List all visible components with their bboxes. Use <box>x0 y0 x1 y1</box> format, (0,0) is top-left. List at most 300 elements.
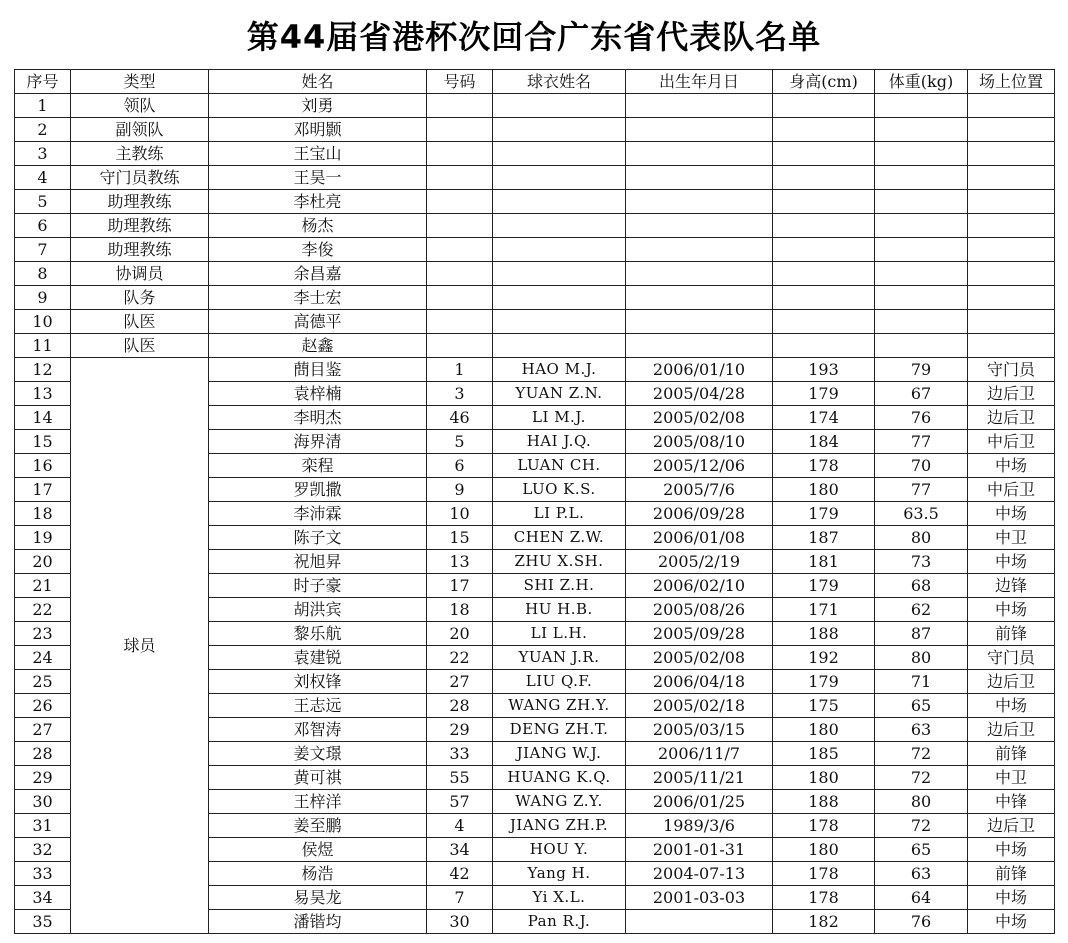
number-cell: 9 <box>427 478 493 502</box>
position-cell: 中场 <box>968 910 1055 934</box>
name-cell: 李明杰 <box>209 406 427 430</box>
birth-date-cell: 2005/11/21 <box>626 766 773 790</box>
name-cell: 邓明颢 <box>209 118 427 142</box>
height-cell: 179 <box>773 670 875 694</box>
empty-cell <box>875 142 968 166</box>
empty-cell <box>626 166 773 190</box>
weight-cell: 73 <box>875 550 968 574</box>
empty-cell <box>968 262 1055 286</box>
birth-date-cell: 2005/02/08 <box>626 406 773 430</box>
empty-cell <box>427 94 493 118</box>
name-cell: 刘勇 <box>209 94 427 118</box>
index-cell: 26 <box>15 694 71 718</box>
height-cell: 180 <box>773 838 875 862</box>
jersey-name-cell: YUAN Z.N. <box>493 382 626 406</box>
empty-cell <box>493 310 626 334</box>
height-cell: 188 <box>773 790 875 814</box>
empty-cell <box>968 118 1055 142</box>
name-cell: 时子豪 <box>209 574 427 598</box>
name-cell: 袁梓楠 <box>209 382 427 406</box>
empty-cell <box>626 334 773 358</box>
number-cell: 34 <box>427 838 493 862</box>
empty-cell <box>493 286 626 310</box>
jersey-name-cell: LUO K.S. <box>493 478 626 502</box>
weight-cell: 80 <box>875 646 968 670</box>
weight-cell: 72 <box>875 814 968 838</box>
index-cell: 18 <box>15 502 71 526</box>
index-cell: 31 <box>15 814 71 838</box>
weight-cell: 63 <box>875 718 968 742</box>
name-cell: 胡洪宾 <box>209 598 427 622</box>
weight-cell: 63.5 <box>875 502 968 526</box>
height-cell: 192 <box>773 646 875 670</box>
weight-cell: 76 <box>875 406 968 430</box>
empty-cell <box>493 166 626 190</box>
height-cell: 174 <box>773 406 875 430</box>
jersey-name-cell: DENG ZH.T. <box>493 718 626 742</box>
empty-cell <box>875 238 968 262</box>
player-row <box>15 358 1055 382</box>
birth-date-cell: 2005/03/15 <box>626 718 773 742</box>
index-cell: 29 <box>15 766 71 790</box>
number-cell: 3 <box>427 382 493 406</box>
position-cell: 边后卫 <box>968 406 1055 430</box>
index-cell: 24 <box>15 646 71 670</box>
jersey-name-cell: HAI J.Q. <box>493 430 626 454</box>
empty-cell <box>773 310 875 334</box>
height-cell: 179 <box>773 574 875 598</box>
empty-cell <box>773 238 875 262</box>
type-cell: 领队 <box>71 94 209 118</box>
height-cell: 178 <box>773 454 875 478</box>
jersey-name-cell: LI L.H. <box>493 622 626 646</box>
jersey-name-cell: LI P.L. <box>493 502 626 526</box>
header-cell-name: 姓名 <box>209 70 427 94</box>
name-cell: 王梓洋 <box>209 790 427 814</box>
position-cell: 边后卫 <box>968 718 1055 742</box>
birth-date-cell: 2005/09/28 <box>626 622 773 646</box>
empty-cell <box>875 334 968 358</box>
number-cell: 33 <box>427 742 493 766</box>
number-cell: 10 <box>427 502 493 526</box>
empty-cell <box>427 190 493 214</box>
position-cell: 中场 <box>968 598 1055 622</box>
jersey-name-cell: JIANG ZH.P. <box>493 814 626 838</box>
number-cell: 27 <box>427 670 493 694</box>
empty-cell <box>968 214 1055 238</box>
index-cell: 1 <box>15 94 71 118</box>
weight-cell: 87 <box>875 622 968 646</box>
document-title: 第44届省港杯次回合广东省代表队名单 <box>246 18 822 56</box>
weight-cell: 65 <box>875 838 968 862</box>
number-cell: 22 <box>427 646 493 670</box>
staff-row <box>15 94 1055 118</box>
type-cell: 队医 <box>71 310 209 334</box>
weight-cell: 64 <box>875 886 968 910</box>
staff-row <box>15 214 1055 238</box>
staff-row <box>15 142 1055 166</box>
height-cell: 181 <box>773 550 875 574</box>
staff-row <box>15 262 1055 286</box>
type-cell: 队医 <box>71 334 209 358</box>
birth-date-cell: 2006/04/18 <box>626 670 773 694</box>
index-cell: 15 <box>15 430 71 454</box>
empty-cell <box>968 190 1055 214</box>
name-cell: 黄可祺 <box>209 766 427 790</box>
position-cell: 边后卫 <box>968 814 1055 838</box>
name-cell: 蔄目鉴 <box>209 358 427 382</box>
birth-date-cell: 2005/02/18 <box>626 694 773 718</box>
staff-row <box>15 238 1055 262</box>
name-cell: 赵鑫 <box>209 334 427 358</box>
position-cell: 中卫 <box>968 526 1055 550</box>
index-cell: 3 <box>15 142 71 166</box>
position-cell: 守门员 <box>968 646 1055 670</box>
roster-table <box>14 69 1055 934</box>
height-cell: 178 <box>773 814 875 838</box>
index-cell: 20 <box>15 550 71 574</box>
empty-cell <box>875 190 968 214</box>
name-cell: 黎乐航 <box>209 622 427 646</box>
jersey-name-cell: LI M.J. <box>493 406 626 430</box>
height-cell: 184 <box>773 430 875 454</box>
position-cell: 中场 <box>968 694 1055 718</box>
empty-cell <box>773 286 875 310</box>
name-cell: 刘权锋 <box>209 670 427 694</box>
jersey-name-cell: CHEN Z.W. <box>493 526 626 550</box>
empty-cell <box>626 262 773 286</box>
jersey-name-cell: HUANG K.Q. <box>493 766 626 790</box>
name-cell: 李杜亮 <box>209 190 427 214</box>
position-cell: 中卫 <box>968 766 1055 790</box>
birth-date-cell: 2005/7/6 <box>626 478 773 502</box>
empty-cell <box>427 286 493 310</box>
birth-date-cell: 1989/3/6 <box>626 814 773 838</box>
type-cell: 队务 <box>71 286 209 310</box>
empty-cell <box>493 142 626 166</box>
weight-cell: 77 <box>875 430 968 454</box>
number-cell: 1 <box>427 358 493 382</box>
number-cell: 13 <box>427 550 493 574</box>
position-cell: 中后卫 <box>968 430 1055 454</box>
name-cell: 侯煜 <box>209 838 427 862</box>
empty-cell <box>773 190 875 214</box>
empty-cell <box>493 238 626 262</box>
index-cell: 14 <box>15 406 71 430</box>
jersey-name-cell: ZHU X.SH. <box>493 550 626 574</box>
header-cell-type: 类型 <box>71 70 209 94</box>
index-cell: 28 <box>15 742 71 766</box>
position-cell: 边后卫 <box>968 670 1055 694</box>
weight-cell: 80 <box>875 526 968 550</box>
name-cell: 余昌嘉 <box>209 262 427 286</box>
index-cell: 32 <box>15 838 71 862</box>
empty-cell <box>427 142 493 166</box>
birth-date-cell: 2006/01/25 <box>626 790 773 814</box>
number-cell: 30 <box>427 910 493 934</box>
empty-cell <box>773 94 875 118</box>
empty-cell <box>493 118 626 142</box>
empty-cell <box>626 286 773 310</box>
number-cell: 4 <box>427 814 493 838</box>
birth-date-cell: 2005/04/28 <box>626 382 773 406</box>
birth-date-cell: 2005/12/06 <box>626 454 773 478</box>
index-cell: 16 <box>15 454 71 478</box>
position-cell: 边锋 <box>968 574 1055 598</box>
header-row <box>15 70 1055 94</box>
header-cell-index: 序号 <box>15 70 71 94</box>
empty-cell <box>427 214 493 238</box>
number-cell: 6 <box>427 454 493 478</box>
name-cell: 王志远 <box>209 694 427 718</box>
jersey-name-cell: WANG ZH.Y. <box>493 694 626 718</box>
empty-cell <box>427 118 493 142</box>
jersey-name-cell: Yi X.L. <box>493 886 626 910</box>
name-cell: 潘锴均 <box>209 910 427 934</box>
empty-cell <box>626 238 773 262</box>
height-cell: 180 <box>773 718 875 742</box>
position-cell: 前锋 <box>968 862 1055 886</box>
index-cell: 8 <box>15 262 71 286</box>
header-cell-height: 身高(cm) <box>773 70 875 94</box>
type-cell: 守门员教练 <box>71 166 209 190</box>
name-cell: 栾程 <box>209 454 427 478</box>
name-cell: 罗凯撒 <box>209 478 427 502</box>
empty-cell <box>626 190 773 214</box>
empty-cell <box>626 142 773 166</box>
position-cell: 前锋 <box>968 742 1055 766</box>
name-cell: 高德平 <box>209 310 427 334</box>
empty-cell <box>626 118 773 142</box>
header-cell-number: 号码 <box>427 70 493 94</box>
weight-cell: 72 <box>875 742 968 766</box>
index-cell: 25 <box>15 670 71 694</box>
name-cell: 王昊一 <box>209 166 427 190</box>
empty-cell <box>968 238 1055 262</box>
jersey-name-cell: HAO M.J. <box>493 358 626 382</box>
height-cell: 175 <box>773 694 875 718</box>
weight-cell: 71 <box>875 670 968 694</box>
empty-cell <box>773 166 875 190</box>
name-cell: 李士宏 <box>209 286 427 310</box>
birth-date-cell: 2006/11/7 <box>626 742 773 766</box>
number-cell: 28 <box>427 694 493 718</box>
header-cell-position: 场上位置 <box>968 70 1055 94</box>
index-cell: 5 <box>15 190 71 214</box>
empty-cell <box>773 334 875 358</box>
type-cell: 助理教练 <box>71 190 209 214</box>
empty-cell <box>875 310 968 334</box>
index-cell: 13 <box>15 382 71 406</box>
height-cell: 178 <box>773 886 875 910</box>
number-cell: 29 <box>427 718 493 742</box>
name-cell: 祝旭昇 <box>209 550 427 574</box>
birth-date-cell: 2005/08/26 <box>626 598 773 622</box>
empty-cell <box>626 310 773 334</box>
birth-date-cell: 2006/01/10 <box>626 358 773 382</box>
height-cell: 180 <box>773 478 875 502</box>
weight-cell: 70 <box>875 454 968 478</box>
height-cell: 179 <box>773 502 875 526</box>
name-cell: 易昊龙 <box>209 886 427 910</box>
jersey-name-cell: HU H.B. <box>493 598 626 622</box>
jersey-name-cell: LUAN CH. <box>493 454 626 478</box>
birth-date-cell: 2005/02/08 <box>626 646 773 670</box>
empty-cell <box>493 334 626 358</box>
height-cell: 178 <box>773 862 875 886</box>
empty-cell <box>493 190 626 214</box>
index-cell: 19 <box>15 526 71 550</box>
weight-cell: 72 <box>875 766 968 790</box>
height-cell: 182 <box>773 910 875 934</box>
birth-date-cell: 2006/09/28 <box>626 502 773 526</box>
index-cell: 2 <box>15 118 71 142</box>
empty-cell <box>773 118 875 142</box>
empty-cell <box>493 214 626 238</box>
empty-cell <box>626 94 773 118</box>
height-cell: 193 <box>773 358 875 382</box>
birth-date-cell: 2005/08/10 <box>626 430 773 454</box>
index-cell: 23 <box>15 622 71 646</box>
birth-date-cell: 2001-03-03 <box>626 886 773 910</box>
index-cell: 7 <box>15 238 71 262</box>
number-cell: 57 <box>427 790 493 814</box>
birth-date-cell: 2005/2/19 <box>626 550 773 574</box>
position-cell: 中后卫 <box>968 478 1055 502</box>
number-cell: 17 <box>427 574 493 598</box>
index-cell: 22 <box>15 598 71 622</box>
position-cell: 边后卫 <box>968 382 1055 406</box>
name-cell: 袁建锐 <box>209 646 427 670</box>
number-cell: 15 <box>427 526 493 550</box>
height-cell: 185 <box>773 742 875 766</box>
empty-cell <box>875 166 968 190</box>
index-cell: 6 <box>15 214 71 238</box>
jersey-name-cell: Pan R.J. <box>493 910 626 934</box>
position-cell: 中场 <box>968 838 1055 862</box>
name-cell: 王宝山 <box>209 142 427 166</box>
header-cell-weight: 体重(kg) <box>875 70 968 94</box>
name-cell: 李沛霖 <box>209 502 427 526</box>
type-cell: 助理教练 <box>71 214 209 238</box>
birth-date-cell <box>626 910 773 934</box>
index-cell: 33 <box>15 862 71 886</box>
number-cell: 18 <box>427 598 493 622</box>
empty-cell <box>968 94 1055 118</box>
number-cell: 7 <box>427 886 493 910</box>
height-cell: 187 <box>773 526 875 550</box>
name-cell: 陈子文 <box>209 526 427 550</box>
index-cell: 35 <box>15 910 71 934</box>
empty-cell <box>626 214 773 238</box>
empty-cell <box>875 286 968 310</box>
empty-cell <box>968 166 1055 190</box>
birth-date-cell: 2004-07-13 <box>626 862 773 886</box>
empty-cell <box>875 118 968 142</box>
type-cell: 主教练 <box>71 142 209 166</box>
type-cell: 副领队 <box>71 118 209 142</box>
staff-row <box>15 118 1055 142</box>
weight-cell: 63 <box>875 862 968 886</box>
position-cell: 中场 <box>968 886 1055 910</box>
weight-cell: 77 <box>875 478 968 502</box>
index-cell: 4 <box>15 166 71 190</box>
name-cell: 姜文璟 <box>209 742 427 766</box>
name-cell: 李俊 <box>209 238 427 262</box>
jersey-name-cell: WANG Z.Y. <box>493 790 626 814</box>
jersey-name-cell: SHI Z.H. <box>493 574 626 598</box>
empty-cell <box>493 262 626 286</box>
index-cell: 30 <box>15 790 71 814</box>
height-cell: 179 <box>773 382 875 406</box>
weight-cell: 76 <box>875 910 968 934</box>
number-cell: 55 <box>427 766 493 790</box>
weight-cell: 65 <box>875 694 968 718</box>
staff-row <box>15 286 1055 310</box>
jersey-name-cell: YUAN J.R. <box>493 646 626 670</box>
empty-cell <box>427 238 493 262</box>
empty-cell <box>427 310 493 334</box>
empty-cell <box>773 262 875 286</box>
position-cell: 守门员 <box>968 358 1055 382</box>
position-cell: 前锋 <box>968 622 1055 646</box>
index-cell: 9 <box>15 286 71 310</box>
height-cell: 180 <box>773 766 875 790</box>
position-cell: 中场 <box>968 550 1055 574</box>
weight-cell: 80 <box>875 790 968 814</box>
name-cell: 杨浩 <box>209 862 427 886</box>
jersey-name-cell: LIU Q.F. <box>493 670 626 694</box>
height-cell: 188 <box>773 622 875 646</box>
name-cell: 姜至鹏 <box>209 814 427 838</box>
index-cell: 12 <box>15 358 71 382</box>
position-cell: 中锋 <box>968 790 1055 814</box>
index-cell: 27 <box>15 718 71 742</box>
header-cell-jersey-name: 球衣姓名 <box>493 70 626 94</box>
index-cell: 11 <box>15 334 71 358</box>
empty-cell <box>493 94 626 118</box>
weight-cell: 62 <box>875 598 968 622</box>
empty-cell <box>968 286 1055 310</box>
position-cell: 中场 <box>968 502 1055 526</box>
index-cell: 10 <box>15 310 71 334</box>
empty-cell <box>968 142 1055 166</box>
empty-cell <box>427 166 493 190</box>
staff-row <box>15 334 1055 358</box>
player-group-label: 球员 <box>71 358 209 934</box>
index-cell: 34 <box>15 886 71 910</box>
name-cell: 邓智涛 <box>209 718 427 742</box>
name-cell: 海界清 <box>209 430 427 454</box>
jersey-name-cell: HOU Y. <box>493 838 626 862</box>
roster-body <box>15 94 1055 934</box>
empty-cell <box>968 310 1055 334</box>
type-cell: 助理教练 <box>71 238 209 262</box>
empty-cell <box>773 214 875 238</box>
name-cell: 杨杰 <box>209 214 427 238</box>
staff-row <box>15 166 1055 190</box>
empty-cell <box>875 94 968 118</box>
weight-cell: 67 <box>875 382 968 406</box>
height-cell: 171 <box>773 598 875 622</box>
empty-cell <box>773 142 875 166</box>
weight-cell: 79 <box>875 358 968 382</box>
empty-cell <box>875 214 968 238</box>
jersey-name-cell: JIANG W.J. <box>493 742 626 766</box>
empty-cell <box>427 262 493 286</box>
index-cell: 17 <box>15 478 71 502</box>
index-cell: 21 <box>15 574 71 598</box>
